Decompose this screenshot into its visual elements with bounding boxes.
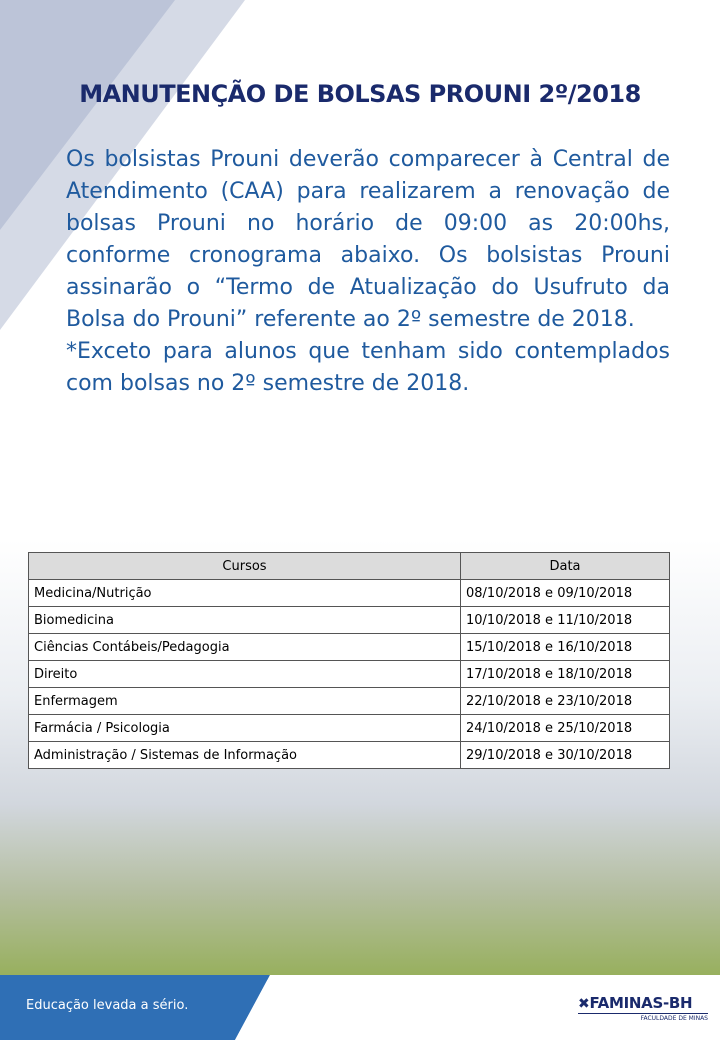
- date-cell: 24/10/2018 e 25/10/2018: [461, 715, 670, 742]
- table-row: [29, 607, 670, 634]
- date-cell: 15/10/2018 e 16/10/2018: [461, 634, 670, 661]
- table-row: [29, 688, 670, 715]
- date-cell: 10/10/2018 e 11/10/2018: [461, 607, 670, 634]
- footer-slogan: Educação levada a sério.: [26, 998, 189, 1013]
- date-cell: 17/10/2018 e 18/10/2018: [461, 661, 670, 688]
- table-row: [29, 634, 670, 661]
- table-row: [29, 742, 670, 769]
- course-cell: Ciências Contábeis/Pedagogia: [29, 634, 461, 661]
- course-cell: Enfermagem: [29, 688, 461, 715]
- table-row: [29, 580, 670, 607]
- announcement-paragraph: Os bolsistas Prouni deverão comparecer à Central de Atendimento (CAA) para realizarem a renovação de bolsas Prouni no horário de 09:00 as 20:00hs, conforme cronograma abaixo. Os bolsistas Prouni assinarão o “Termo de Atualização do Usufruto da Bolsa do Prouni” referente ao 2º semestre de 2018.: [66, 147, 670, 332]
- header-cursos: Cursos: [29, 553, 461, 580]
- date-cell: 08/10/2018 e 09/10/2018: [461, 580, 670, 607]
- date-cell: 29/10/2018 e 30/10/2018: [461, 742, 670, 769]
- table-row: [29, 715, 670, 742]
- schedule-table: [28, 552, 670, 769]
- table-header-row: [29, 553, 670, 580]
- logo-x-icon: ✖: [578, 996, 590, 1012]
- exception-note: *Exceto para alunos que tenham sido contemplados com bolsas no 2º semestre de 2018.: [66, 339, 670, 396]
- faminas-logo: [578, 994, 708, 1022]
- logo-subtitle: FACULDADE DE MINAS: [578, 1013, 708, 1022]
- course-cell: Biomedicina: [29, 607, 461, 634]
- course-cell: Administração / Sistemas de Informação: [29, 742, 461, 769]
- date-cell: 22/10/2018 e 23/10/2018: [461, 688, 670, 715]
- course-cell: Direito: [29, 661, 461, 688]
- table-row: [29, 661, 670, 688]
- course-cell: Farmácia / Psicologia: [29, 715, 461, 742]
- course-cell: Medicina/Nutrição: [29, 580, 461, 607]
- header-data: Data: [461, 553, 670, 580]
- logo-name: FAMINAS-BH: [589, 994, 693, 1012]
- page-title: MANUTENÇÃO DE BOLSAS PROUNI 2º/2018: [79, 80, 641, 108]
- announcement-text: [66, 144, 670, 400]
